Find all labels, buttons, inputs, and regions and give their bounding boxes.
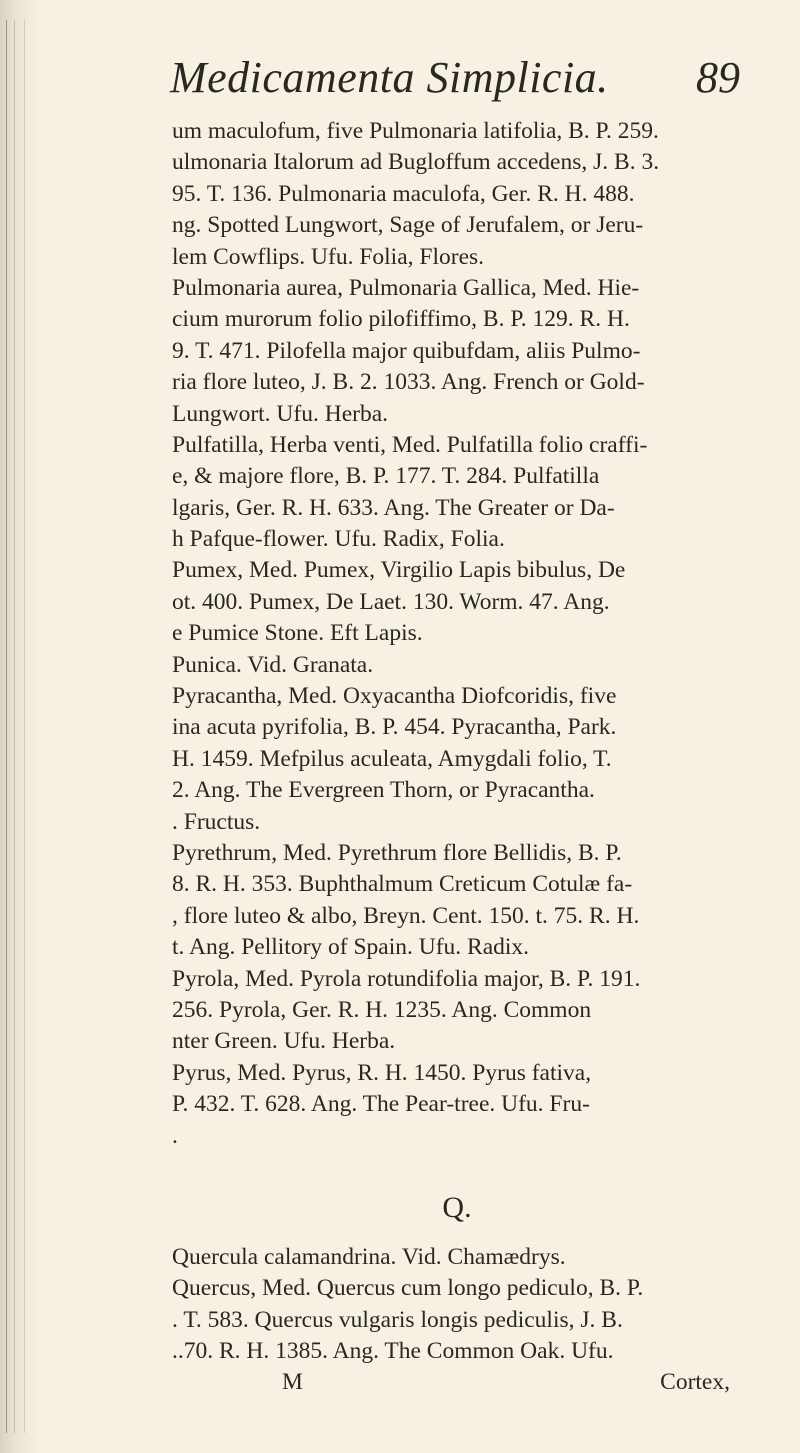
text-line: 9. T. 471. Pilofella major quibufdam, aliis Pulmo- [172, 337, 641, 364]
page-gutter [0, 0, 40, 1453]
text-line: um maculofum, five Pulmonaria latifolia, B. P. 259. [172, 118, 659, 144]
text-line: cium murorum folio pilofiffimo, B. P. 129. R. H. [172, 306, 630, 333]
text-line: e, & majore flore, B. P. 177. T. 284. Pulfatilla [172, 463, 600, 490]
text-line: Lungwort. Ufu. Herba. [172, 400, 389, 427]
text-line: ria flore luteo, J. B. 2. 1033. Ang. French or Gold- [172, 369, 645, 396]
text-line: 8. R. H. 353. Buphthalmum Creticum Cotulæ fa- [172, 871, 633, 898]
text-line: ulmonaria Italorum ad Bugloffum accedens, J. B. 3. [172, 149, 660, 176]
text-line: Pyrus, Med. Pyrus, R. H. 1450. Pyrus fativa, [172, 1059, 592, 1086]
text-line: ot. 400. Pumex, De Laet. 130. Worm. 47. Ang. [172, 588, 610, 615]
text-line: Pulfatilla, Herba venti, Med. Pulfatilla folio craffi- [172, 431, 648, 458]
entries-q-section [172, 1242, 742, 1368]
text-line: lgaris, Ger. R. H. 633. Ang. The Greater or Da- [172, 494, 615, 521]
text-line: . [172, 1122, 178, 1149]
footer-row [172, 1367, 742, 1398]
text-line: t. Ang. Pellitory of Spain. Ufu. Radix. [172, 934, 530, 961]
signature-mark: M [282, 1369, 303, 1396]
text-line: . T. 583. Quercus vulgaris longis pediculis, J. B. [172, 1306, 623, 1333]
section-letter: Q. [442, 1190, 472, 1224]
entries-p-section [172, 116, 742, 1152]
text-line: Pyracantha, Med. Oxyacantha Diofcoridis, five [172, 683, 617, 710]
text-line: H. 1459. Mefpilus aculeata, Amygdali folio, T. [172, 745, 612, 772]
page-number: 89 [696, 53, 740, 102]
text-line: Quercula calamandrina. Vid. Chamædrys. [172, 1243, 566, 1270]
page-text [172, 116, 742, 1399]
text-line: 2. Ang. The Evergreen Thorn, or Pyracantha. [172, 777, 595, 804]
text-line: Pulmonaria aurea, Pulmonaria Gallica, Med. Hie- [172, 274, 640, 301]
gutter-shadow-line [14, 20, 15, 1433]
text-line: Punica. Vid. Granata. [172, 651, 374, 678]
text-line: Quercus, Med. Quercus cum longo pediculo, B. P. [172, 1275, 644, 1302]
text-line: Pyrethrum, Med. Pyrethrum flore Bellidis, B. P. [172, 839, 622, 866]
text-line: e Pumice Stone. Eft Lapis. [172, 620, 423, 647]
text-line: Pumex, Med. Pumex, Virgilio Lapis bibulus, De [172, 557, 626, 584]
text-line: ..70. R. H. 1385. Ang. The Common Oak. Ufu. [172, 1338, 614, 1365]
catchword: Cortex, [660, 1369, 730, 1396]
running-title: Medicamenta Simplicia. [170, 53, 609, 102]
text-line: h Pafque-flower. Ufu. Radix, Folia. [172, 526, 505, 553]
text-line: ng. Spotted Lungwort, Sage of Jerufalem, or Jeru- [172, 212, 644, 239]
gutter-shadow-line [6, 20, 7, 1433]
text-line: P. 432. T. 628. Ang. The Pear-tree. Ufu. Fru- [172, 1091, 590, 1118]
text-line: . Fructus. [172, 808, 261, 835]
text-line: lem Cowflips. Ufu. Folia, Flores. [172, 243, 485, 270]
text-line: Pyrola, Med. Pyrola rotundifolia major, B. P. 191. [172, 965, 641, 992]
gutter-shadow-line [24, 20, 25, 1433]
text-line: 95. T. 136. Pulmonaria maculofa, Ger. R. H. 488. [172, 180, 635, 207]
text-line: 256. Pyrola, Ger. R. H. 1235. Ang. Common [172, 996, 592, 1023]
text-line: , flore luteo & albo, Breyn. Cent. 150. t. 75. R. H. [172, 902, 640, 929]
text-line: ina acuta pyrifolia, B. P. 454. Pyracantha, Park. [172, 714, 617, 741]
text-line: nter Green. Ufu. Herba. [172, 1028, 396, 1055]
page-header [170, 52, 740, 108]
